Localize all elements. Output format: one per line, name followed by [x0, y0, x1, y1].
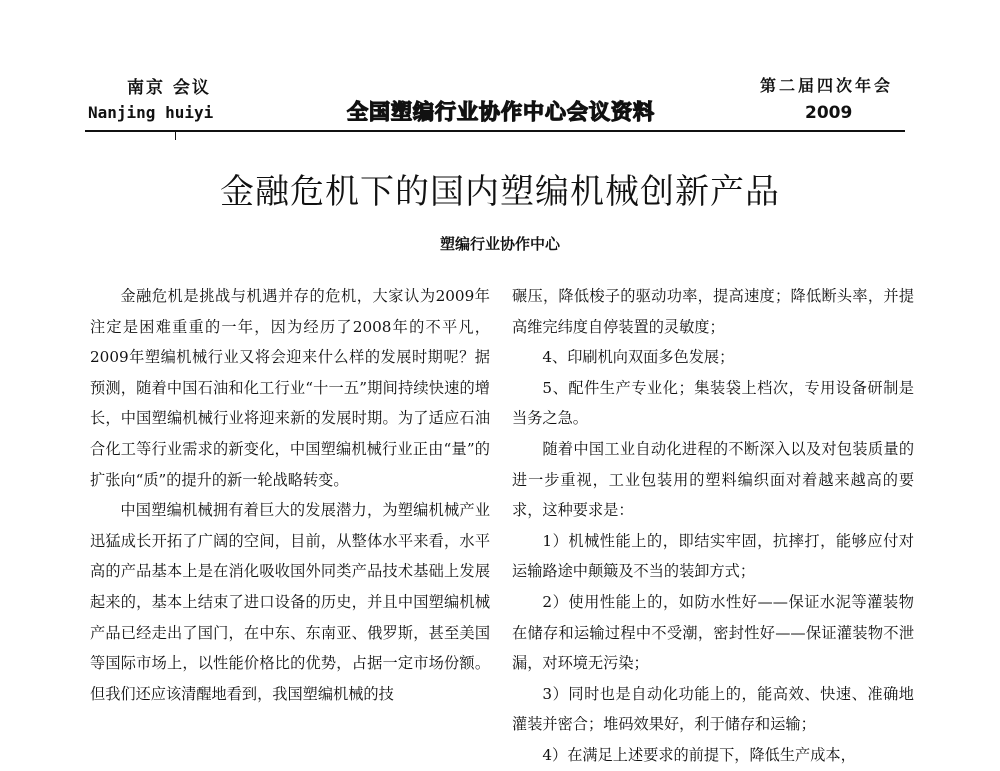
article-author: 塑编行业协作中心 — [439, 235, 560, 253]
paragraph: 碾压，降低梭子的驱动功率，提高速度；降低断头率，并提高维完纬度自停装置的灵敏度； — [512, 287, 914, 336]
header-left-top: 南京 会议 — [127, 78, 211, 98]
paragraph: 随着中国工业自动化进程的不断深入以及对包装质量的进一步重视，工业包装用的塑料编织面对着越来越高的要求，这种要求是： — [512, 439, 914, 520]
paragraph: 中国塑编机械拥有着巨大的发展潜力，为塑编机械产业迅猛成长开拓了广阔的空间，目前，从整体水平来看，水平高的产品基本上是在消化吸收国外同类产品技术基础上发展起来的，基本上结束了进口设备的历史，并且中国塑编机械产品已经走出了国门，在中东、东南亚、俄罗斯，甚至美国等国际市场上，以性能价格比的优势，占据一定市场份额。但我们还应该清醒地看到，我国塑编机械的技 — [90, 501, 490, 703]
paragraph: 5、配件生产专业化；集装袋上档次，专用设备研制是当务之急。 — [512, 378, 914, 428]
paragraph: 2）使用性能上的，如防水性好——保证水泥等灌装物在储存和运输过程中不受潮，密封性好——保证灌装物不泄漏，对环境无污染； — [512, 592, 914, 673]
header-right-top: 第二届四次年会 — [760, 76, 894, 95]
header-right-bottom: 2009 — [805, 103, 853, 123]
paragraph: 3）同时也是自动化功能上的，能高效、快速、准确地灌装并密合；堆码效果好，利于储存和运输； — [512, 684, 914, 734]
left-column — [90, 281, 490, 709]
header-rule-tick — [175, 130, 176, 140]
header-rule — [85, 130, 905, 132]
article-title: 金融危机下的国内塑编机械创新产品 — [220, 172, 780, 212]
paragraph: 4、印刷机向双面多色发展； — [542, 348, 735, 367]
right-column — [512, 281, 914, 771]
header-left-bottom: Nanjing huiyi — [88, 103, 214, 122]
paragraph: 1）机械性能上的，即结实牢固，抗摔打，能够应付对运输路途中颠簸及不当的装卸方式； — [512, 531, 914, 581]
header-center-banner: 全国塑编行业协作中心会议资料 — [347, 100, 655, 124]
paragraph: 4）在满足上述要求的前提下，降低生产成本， — [542, 745, 856, 764]
paragraph: 金融危机是挑战与机遇并存的危机，大家认为2009年注定是困难重重的一年，因为经历了2008年的不平凡，2009年塑编机械行业又将会迎来什么样的发展时期呢？据预测，随着中国石油和化工行业“十一五”期间持续快速的增长，中国塑编机械行业将迎来新的发展时期。为了适应石油合化工等行业需求的新变化，中国塑编机械行业正由“量”的扩张向“质”的提升的新一轮战略转变。 — [90, 287, 490, 489]
